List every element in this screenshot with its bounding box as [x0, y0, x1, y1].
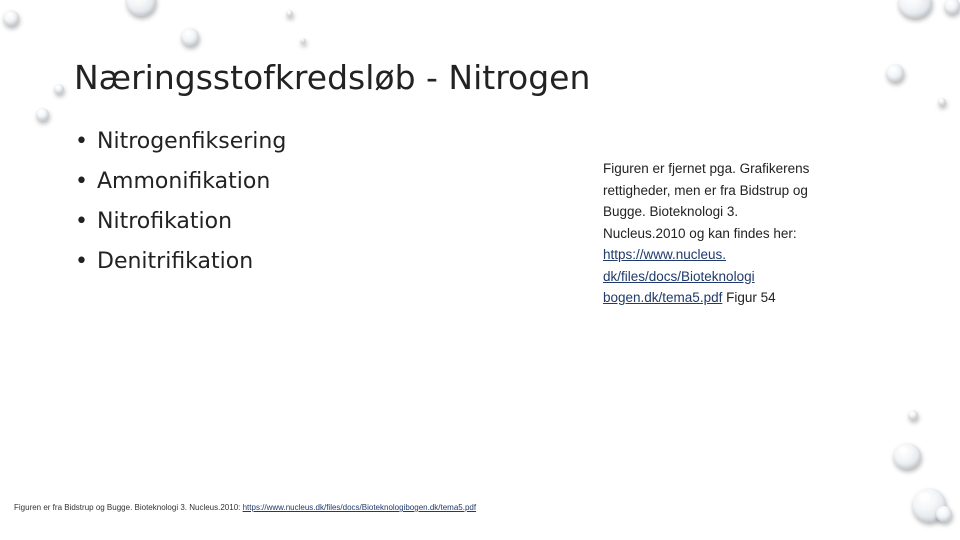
bullet-marker: • [75, 249, 88, 274]
bullet-marker: • [75, 209, 88, 234]
water-drop-decoration [893, 443, 921, 469]
water-drop-decoration [898, 0, 932, 18]
water-drop-decoration [938, 98, 946, 106]
footer-text: Figuren er fra Bidstrup og Bugge. Bioteknologi 3. Nucleus.2010: [14, 503, 243, 512]
bullet-item [75, 242, 286, 282]
figure-removed-note [603, 158, 811, 309]
note-link-line: https://www.nucleus. [603, 247, 727, 262]
water-drop-decoration [944, 0, 960, 14]
bullet-list [75, 122, 286, 282]
bullet-item [75, 162, 286, 202]
water-drop-decoration [886, 64, 904, 82]
water-drop-decoration [908, 410, 918, 420]
water-drop-decoration [3, 10, 19, 26]
footer-link[interactable]: https://www.nucleus.dk/files/docs/Bioteknologibogen.dk/tema5.pdf [242, 503, 477, 512]
bullet-item [75, 202, 286, 242]
note-text: Figuren er fjernet pga. Grafikerens rettigheder, men er fra Bidstrup og Bugge. Bioteknologi 3. Nucleus.2010 og kan findes her: [603, 161, 810, 241]
bullet-text: Denitrifikation [97, 249, 254, 274]
bullet-item [75, 122, 286, 162]
water-drop-decoration [54, 84, 64, 94]
bullet-marker: • [75, 129, 88, 154]
bullet-text: Nitrofikation [97, 209, 233, 234]
water-drop-decoration [300, 38, 306, 44]
note-link-line: dk/files/docs/Bioteknologi [603, 268, 755, 284]
water-drop-decoration [36, 108, 49, 121]
water-drop-decoration [286, 10, 293, 17]
bullet-text: Nitrogenfiksering [97, 129, 287, 154]
note-figure-ref: Figur 54 [722, 290, 776, 305]
water-drop-decoration [126, 0, 156, 16]
water-drop-decoration [181, 28, 199, 46]
water-drop-decoration [936, 506, 952, 522]
bullet-marker: • [75, 169, 88, 194]
slide-title: Næringsstofkredsløb - Nitrogen [74, 58, 591, 97]
bullet-text: Ammonifikation [97, 169, 271, 194]
footer-source [14, 503, 476, 512]
note-link-line: bogen.dk/tema5.pdf [603, 290, 723, 305]
